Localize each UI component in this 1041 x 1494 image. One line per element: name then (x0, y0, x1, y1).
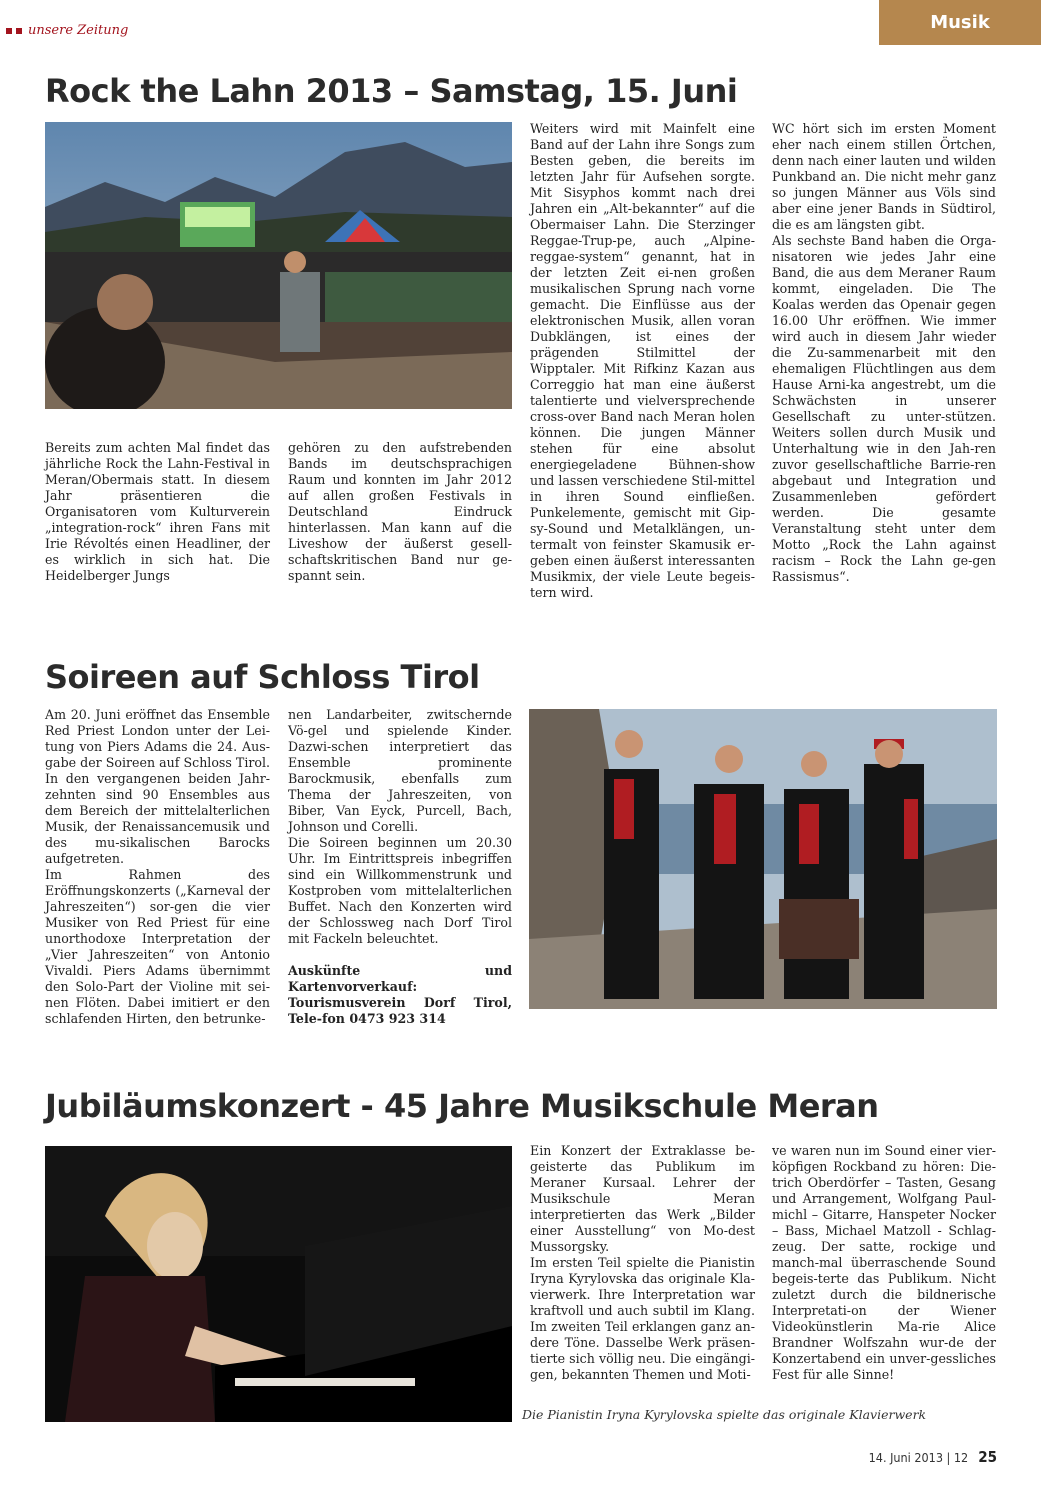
article-title-rock-the-lahn: Rock the Lahn 2013 – Samstag, 15. Juni (45, 72, 738, 110)
logo-square-icon (16, 28, 22, 34)
festival-photo (45, 122, 512, 409)
publication-logo (6, 20, 128, 46)
article3-paragraph: ve waren nun im Sound einer vier-köpfigen Rockband zu hören: Die-trich Oberdörfer – Tasten, Gesang und Arrangement, Wolfgang Paul-michl – Gitarre, Hanspeter Nocker – Bass, Michael Matzoll - Schlag-zeug. Der satte, rockige und manch-mal überraschende Sound begeis-terte das Publikum. Nicht zuletzt durch die bildnerische Interpretati-on der Wiener Videokünstlerin Ma-rie Alice Brandner Wolfszahn wur-de der Konzertabend ein unver-gessliches Fest für alle Sinne! (772, 1143, 996, 1382)
article2-paragraph: Im Rahmen des Eröffnungskonzerts („Karneval der Jahreszeiten“) sor-gen die vier Musiker von Red Priest für eine unorthodoxe Interpretation der „Vier Jahreszeiten“ von Antonio Vivaldi. Piers Adams übernimmt den Solo-Part der Violine mit sei-nen Flöten. Dabei imitiert er den schlafenden Hirten, den betrunke- (45, 867, 270, 1026)
page-number: 25 (978, 1448, 997, 1466)
article2-column-2 (288, 707, 512, 1027)
logo-text: unsere Zeitung (28, 23, 129, 38)
article2-paragraph: Die Soireen beginnen um 20.30 Uhr. Im Eintrittspreis inbegriffen sind ein Willkommenstrunk und Kostproben vom mittelalterlichen Buffet. Nach den Konzerten wird der Schlossweg nach Dorf Tirol mit Fackeln beleuchtet. (288, 835, 512, 946)
article3-paragraph: Ein Konzert der Extraklasse be-geisterte das Publikum im Meraner Kursaal. Lehrer der Musikschule Meran interpretierten das Werk „Bilder einer Ausstellung“ von Mo-dest Mussorgsky. (530, 1143, 755, 1254)
article2-column-1 (45, 707, 270, 1027)
article1-paragraph: Weiters wird mit Mainfelt eine Band auf der Lahn ihre Songs zum Besten geben, die bereits im letzten Jahr für Aufsehen sorgte. Mit Sisyphos kommt nach drei Jahren ein „Alt-bekannter“ auf die Obermaiser Lahn. Die Sterzinger Reggae-Trup-pe, auch „Alpine-reggae-system“ genannt, hat in der letzten Zeit ei-nen großen musikalischen Sprung nach vorne gemacht. Die Einflüsse aus der elektronischen Musik, allen voran Dubklängen, ist eines der prägenden Stilmittel der Wipptaler. Mit Rifkinz Kazan aus Correggio hat man eine äußerst talentierte und vielversprechende cross-over Band nach Meran holen können. Die jungen Männer stehen für eine absolut energiegeladene Bühnen-show und lassen verschiedene Stil-mittel in ihren Sound einfließen. Punkelemente, gemischt mit Gip-sy-Sound und Metalklängen, un-termalt von feinster Skamusik er-geben einen äußerst interessanten Musikmix, der viele Leute begeis-tern wird. (530, 121, 755, 600)
ticket-info: Auskünfte und Kartenvorverkauf: Tourismusverein Dorf Tirol, Tele-fon 0473 923 314 (288, 963, 512, 1026)
article1-column-3 (530, 121, 755, 601)
article1-paragraph: gehören zu den aufstrebenden Bands im deutschsprachigen Raum und konnten im Jahr 2012 auf allen großen Festivals in Deutschland Eindruck hinterlassen. Man kann auf die Liveshow der äußerst gesell-schaftskritischen Band nur ge-spannt sein. (288, 440, 512, 583)
logo-square-icon (6, 28, 12, 34)
article1-column-1 (45, 440, 270, 584)
article2-paragraph: nen Landarbeiter, zwitschernde Vö-gel und spielende Kinder. Dazwi-schen interpretiert das Ensemble prominente Barockmusik, ebenfalls zum Thema der Jahreszeiten, von Biber, Van Eyck, Purcell, Bach, Johnson und Corelli. (288, 707, 512, 834)
article3-column-1 (530, 1143, 755, 1383)
article-title-soireen: Soireen auf Schloss Tirol (45, 658, 480, 696)
article1-paragraph: WC hört sich im ersten Moment eher nach einem stillen Örtchen, denn nach einer lauten und wilden Punkband an. Die nicht mehr ganz so jungen Männer aus Völs sind aber eine jener Bands in Südtirol, die es am längsten gibt. (772, 121, 996, 232)
pianist-photo (45, 1146, 512, 1422)
article2-paragraph: Am 20. Juni eröffnet das Ensemble Red Priest London unter der Lei-tung von Piers Adams die 24. Aus-gabe der Soireen auf Schloss Tirol. In den vergangenen beiden Jahr-zehnten sind 90 Ensembles aus dem Bereich der mittelalterlichen Musik, der Renaissancemusik und des mu-sikalischen Barocks aufgetreten. (45, 707, 270, 866)
article-title-jubilaeumskonzert: Jubiläumskonzert - 45 Jahre Musikschule Meran (45, 1087, 879, 1125)
page-footer (869, 1448, 997, 1466)
red-priest-ensemble-photo (529, 709, 997, 1009)
article3-column-2 (772, 1143, 996, 1383)
article3-paragraph: Im ersten Teil spielte die Pianistin Iryna Kyrylovska das originale Kla-vierwerk. Ihre Interpretation war kraftvoll und auch subtil im Klang. Im zweiten Teil erklangen ganz an-dere Töne. Dasselbe Werk präsen-tierte sich völlig neu. Die eingängi-gen, bekannten Themen und Moti- (530, 1255, 755, 1382)
issue-date: 14. Juni 2013 | 12 (868, 1450, 969, 1465)
article1-column-4 (772, 121, 996, 585)
article1-paragraph: Bereits zum achten Mal findet das jährliche Rock the Lahn-Festival in Meran/Obermais statt. In diesem Jahr präsentieren die Organisatoren vom Kulturverein „integration-rock“ ihren Fans mit Irie Révoltés einen Headliner, der es wirklich in sich hat. Die Heidelberger Jungs (45, 440, 270, 583)
photo-caption: Die Pianistin Iryna Kyrylovska spielte das originale Klavierwerk (522, 1407, 927, 1422)
article1-column-2 (288, 440, 512, 584)
article1-paragraph: Als sechste Band haben die Orga-nisatoren wie jedes Jahr eine Band, die aus dem Meraner Raum kommt, eingeladen. Die The Koalas werden das Openair gegen 16.00 Uhr eröffnen. Wie immer wird auch in diesem Jahr wieder die Zu-sammenarbeit mit den ehemaligen Flüchtlingen aus dem Hause Arni-ka angestrebt, um die Schwächsten in unserer Gesellschaft zu unter-stützen. Weiters sollen durch Musik und Unterhaltung wie in den Jah-ren zuvor gesellschaftliche Barrie-ren abgebaut und Integration und Zusammenleben gefördert werden. Die gesamte Veranstaltung steht unter dem Motto „Rock the Lahn against racism – Rock the Lahn ge-gen Rassismus“. (772, 233, 996, 584)
section-tag: Musik (879, 0, 1041, 45)
